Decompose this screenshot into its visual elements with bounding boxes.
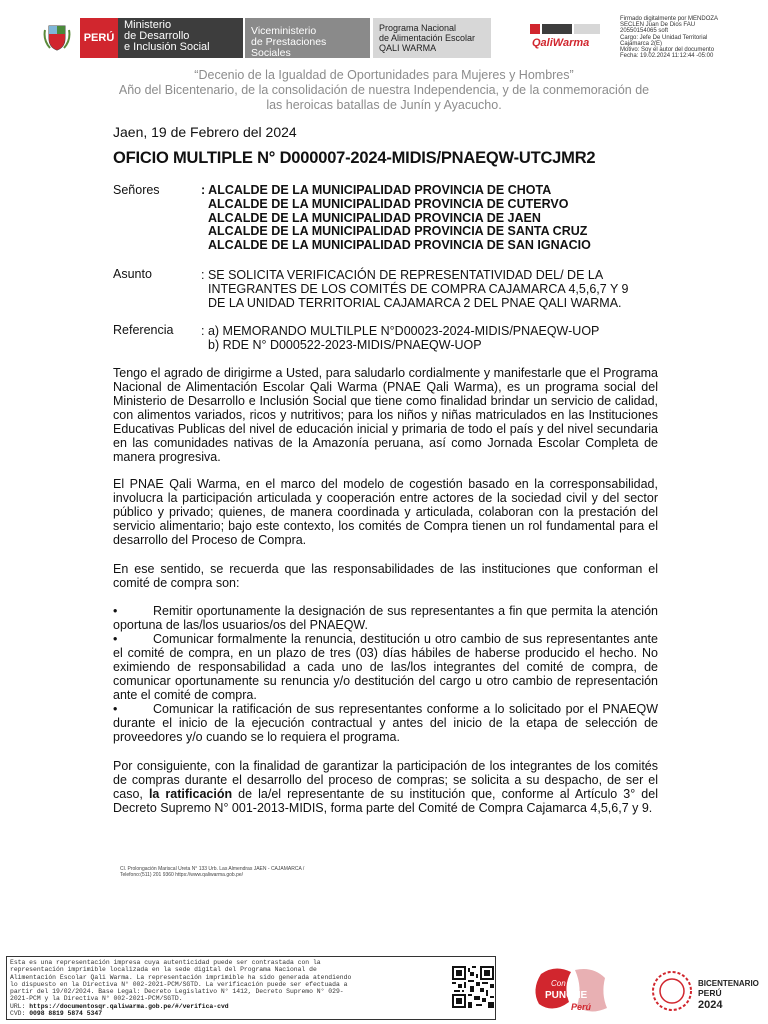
- punche-text-peru: Perú: [571, 1002, 592, 1012]
- decenio-line: las heroicas batallas de Junín y Ayacucho.: [266, 98, 502, 112]
- signature-line: Cajamarca 2(E): [620, 40, 663, 47]
- url-label: URL:: [10, 1002, 30, 1010]
- responsibility-text: Comunicar formalmente la renuncia, destitución u otro cambio de sus representantes ante el comité de compra, en un plazo de tres (03) días hábiles de haberse producido el hecho. No eximiendo de responsabilidad a cada uno de las/los integrantes del comité de compra, de comunicar oportunamente su renuncia y/o destitución del cargo u otro cambio de representación ante el comité de compra.: [113, 632, 658, 702]
- decenio-heading: [60, 68, 708, 113]
- asunto-line: DE LA UNIDAD TERRITORIAL CAJAMARCA 2 DEL PNAE QALI WARMA.: [208, 296, 622, 310]
- bullet-symbol: •: [113, 702, 118, 716]
- pnae-line: de Alimentación Escolar: [379, 33, 476, 43]
- verify-line: 2021-PCM y la Directiva N° 002-2021-PCM/SGTD.: [10, 995, 183, 1003]
- asunto-label: Asunto: [113, 267, 152, 281]
- vice-line: Viceministerio: [251, 25, 317, 37]
- signature-line: Fecha: 19.02.2024 11:12:44 -05:00: [620, 53, 714, 60]
- ministry-brand-block: [118, 18, 243, 58]
- p4-text-before: Por consiguiente, con la finalidad de garantizar la participación de los integrantes de los comités de compras durante el desarrollo del proceso de compras; se solicita a su despacho, de ser el caso,: [113, 759, 658, 801]
- signature-line: Motivo: Soy el autor del documento: [620, 47, 715, 54]
- signature-line: Cargo: Jefe De Unidad Territorial: [620, 34, 708, 41]
- verify-line: Alimentación Escolar Qali Warma. La representación imprimible ha sido generada atendiendo: [10, 973, 352, 981]
- verify-line: partir del 19/02/2024. Base Legal: Decreto Legislativo N° 1412, Decreto Supremo N° 029-: [10, 988, 344, 996]
- recipient-item: : ALCALDE DE LA MUNICIPALIDAD PROVINCIA DE CHOTA: [201, 183, 552, 197]
- verify-line: representación imprimible localizada en la sede digital del Programa Nacional de: [10, 966, 317, 974]
- peru-label: PERÚ: [83, 32, 115, 44]
- verify-line: lo dispuesto en la Directiva N° 002-2021-PCM/SGTD. La verificación puede ser efectuada a: [10, 980, 348, 988]
- pnae-line: QALI WARMA: [379, 43, 437, 53]
- verify-line: Esta es una representación impresa cuya autenticidad puede ser contrastada con la: [10, 959, 321, 966]
- body-paragraph-1: Tengo el agrado de dirigirme a Usted, para saludarlo cordialmente y manifestarle que el Programa Nacional de Alimentación Escolar Qali Warma (PNAE Qali Warma), es un programa social del Ministerio de Desarrollo e Inclusión Social que tiene como finalidad brindar un servicio de calidad, con alimentos variados, ricos y nutritivos; para los niños y niñas matriculados en las Instituciones Educativas Publicas del nivel de educación inicial y primaria de todo el país y del nivel secundaria en las comunidades nativas de la Amazonía peruana, así como Jornada Escolar Completa de manera progresiva.: [113, 366, 658, 464]
- referencia-line: b) RDE N° D000522-2023-MIDIS/PNAEQW-UOP: [208, 338, 482, 352]
- punche-text-main: PUNCHE: [545, 990, 588, 1001]
- footer-address: [120, 866, 304, 878]
- qr-code-icon[interactable]: [452, 966, 494, 1008]
- body-paragraph-4: [113, 759, 658, 815]
- responsibility-item: [113, 702, 658, 744]
- pnae-brand-block: [373, 18, 491, 58]
- ministry-line: Ministerio: [124, 19, 172, 31]
- asunto-line: INTEGRANTES DE LOS COMITÉS DE COMPRA CAJAMARCA 4,5,6,7 Y 9: [208, 282, 629, 296]
- verify-cvd-row: [10, 1010, 492, 1017]
- cvd-code: 0098 8819 5874 5347: [29, 1010, 103, 1018]
- body-paragraph-3: En ese sentido, se recuerda que las responsabilidades de las instituciones que conforman el comité de compra son:: [113, 562, 658, 590]
- responsibility-text: Comunicar la ratificación de sus representantes conforme a lo solicitado por el PNAEQW durante el inicio de la ejecución contractual y antes del inicio de la etapa de selección de proveedores y/o cuando se lo requiera el programa.: [113, 702, 658, 744]
- bicentenario-line2: PERÚ: [698, 988, 722, 998]
- body-paragraph-2: El PNAE Qali Warma, en el marco del modelo de cogestión basado en la corresponsabilidad, involucra la participación articulada y cooperación entre actores de la sociedad civil y del sector público y privado; quienes, de manera coordinada y articulada, colaboran con la prestación del servicio alimentario; bajo este contexto, los comités de Compra tienen un rol fundamental para el desarrollo del Proceso de Compra.: [113, 477, 658, 547]
- p4-bold-ratificacion: la ratificación: [142, 787, 233, 801]
- responsibility-item: [113, 632, 658, 702]
- recipients-list: [201, 184, 591, 253]
- decenio-line: “Decenio de la Igualdad de Oportunidades para Mujeres y Hombres”: [194, 68, 574, 82]
- address-line: Cl. Prolongación Mariscal Ureta N° 133 Urb. Las Almendras JAEN - CAJAMARCA /: [120, 866, 305, 872]
- verification-box: [6, 956, 496, 1020]
- signature-line: SECLEN Juan De Dios FAU: [620, 22, 696, 29]
- responsibility-text: Remitir oportunamente la designación de sus representantes a fin que permita la atención oportuna de las/los usuarios/os del PNAEQW.: [113, 604, 658, 632]
- asunto-line: : SE SOLICITA VERIFICACIÓN DE REPRESENTATIVIDAD DEL/ DE LA: [201, 268, 604, 282]
- peru-brand-block: [80, 18, 118, 58]
- pnae-line: Programa Nacional: [379, 23, 457, 33]
- referencia-line: : a) MEMORANDO MULTILPLE N°D00023-2024-MIDIS/PNAEQW-UOP: [201, 324, 600, 338]
- oficio-title: OFICIO MULTIPLE N° D000007-2024-MIDIS/PNAEQW-UTCJMR2: [113, 149, 596, 167]
- senores-label: Señores: [113, 183, 160, 197]
- verify-url-link[interactable]: https://documentosqr.qaliwarma.gob.pe/#/verifica-cvd: [29, 1002, 229, 1010]
- decenio-line: Año del Bicentenario, de la consolidación de nuestra Independencia, y de la conmemoración de: [118, 83, 650, 97]
- p4-text-after: de la/el representante de su institución que, conforme al Artículo 3° del Decreto Supremo N° 001-2013-MIDIS, forma parte del Comité de Compra Cajamarca 4,5,6,7 y 9.: [113, 787, 658, 815]
- signature-line: 20550154065 soft: [620, 28, 669, 35]
- asunto-text: [201, 268, 641, 310]
- con-punche-peru-logo: [527, 962, 615, 1018]
- viceministry-brand-block: [245, 18, 370, 58]
- verify-url-row: [10, 1003, 492, 1010]
- digital-signature-block: [620, 16, 760, 59]
- bicentenario-logo: [650, 966, 766, 1016]
- referencia-label: Referencia: [113, 323, 174, 337]
- responsibilities-list: [113, 604, 658, 744]
- bicentenario-line3: 2024: [698, 999, 723, 1011]
- responsibility-item: [113, 604, 658, 632]
- bicentenario-line1: BICENTENARIO: [698, 979, 759, 988]
- recipient-item: ALCALDE DE LA MUNICIPALIDAD PROVINCIA DE SANTA CRUZ: [208, 224, 588, 239]
- address-line: Telefono:(511) 201 9360 https://www.qaliwarma.gob.pe/: [120, 872, 244, 878]
- cvd-label: CVD:: [10, 1010, 30, 1018]
- bullet-symbol: •: [113, 632, 118, 646]
- punche-text-con: Con: [551, 979, 566, 988]
- coat-of-arms-icon: [42, 22, 72, 52]
- bullet-symbol: •: [113, 604, 118, 618]
- document-date: Jaen, 19 de Febrero del 2024: [113, 124, 297, 140]
- ministry-line: de Desarrollo: [124, 30, 190, 42]
- recipient-item: ALCALDE DE LA MUNICIPALIDAD PROVINCIA DE CUTERVO: [208, 196, 569, 211]
- qaliwarma-logo-text: QaliWarma: [532, 37, 590, 49]
- referencia-text: [201, 324, 599, 352]
- recipient-item: ALCALDE DE LA MUNICIPALIDAD PROVINCIA DE SAN IGNACIO: [208, 238, 591, 253]
- recipient-item: ALCALDE DE LA MUNICIPALIDAD PROVINCIA DE JAEN: [208, 210, 541, 225]
- signature-line: Firmado digitalmente por MENDOZA: [620, 16, 719, 22]
- vice-line: de Prestaciones Sociales: [251, 36, 327, 59]
- ministry-line: e Inclusión Social: [124, 41, 210, 53]
- qaliwarma-logo: [530, 24, 616, 52]
